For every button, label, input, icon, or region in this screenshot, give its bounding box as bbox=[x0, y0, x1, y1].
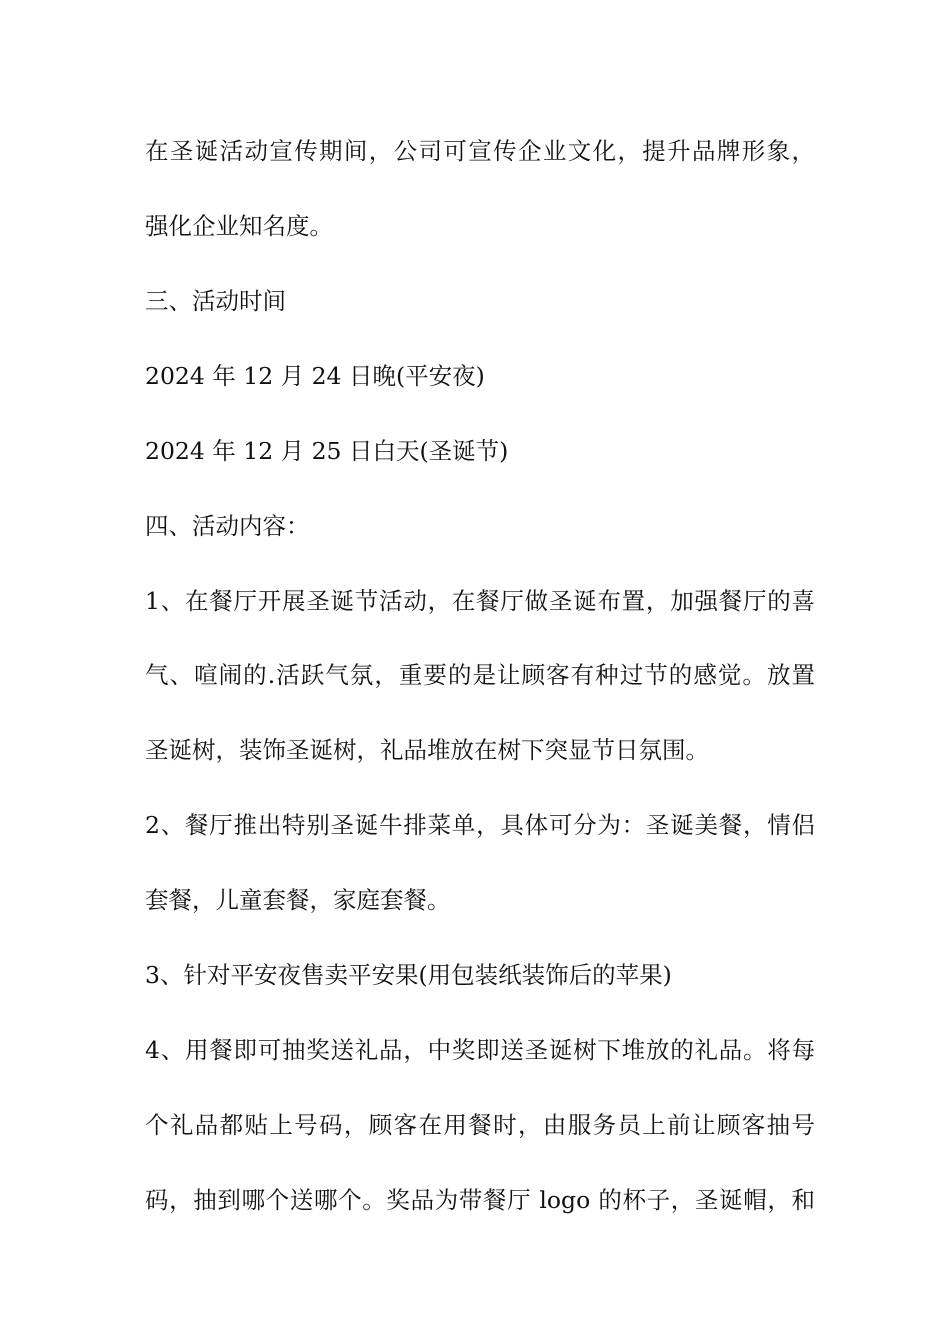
section-heading: 四、活动内容： bbox=[145, 512, 310, 540]
section-heading: 三、活动时间 bbox=[145, 287, 286, 315]
paragraph-line: 套餐，儿童套餐，家庭套餐。 bbox=[145, 886, 451, 914]
date-line: 2024 年 12 月 24 日晚(平安夜) bbox=[145, 362, 485, 390]
paragraph-line: 3、针对平安夜售卖平安果(用包装纸装饰后的苹果) bbox=[145, 961, 672, 989]
paragraph-line: 在圣诞活动宣传期间，公司可宣传企业文化，提升品牌形象， bbox=[145, 137, 815, 165]
paragraph-line: 2、餐厅推出特别圣诞牛排菜单，具体可分为：圣诞美餐，情侣 bbox=[145, 811, 815, 839]
paragraph-line: 个礼品都贴上号码，顾客在用餐时，由服务员上前让顾客抽号 bbox=[145, 1111, 815, 1139]
paragraph-line: 圣诞树，装饰圣诞树，礼品堆放在树下突显节日氛围。 bbox=[145, 736, 709, 764]
paragraph-line: 码，抽到哪个送哪个。奖品为带餐厅 logo 的杯子，圣诞帽，和 bbox=[145, 1186, 815, 1214]
paragraph-line: 强化企业知名度。 bbox=[145, 212, 333, 240]
paragraph-line: 4、用餐即可抽奖送礼品，中奖即送圣诞树下堆放的礼品。将每 bbox=[145, 1036, 815, 1064]
date-line: 2024 年 12 月 25 日白天(圣诞节) bbox=[145, 437, 509, 465]
paragraph-line: 1、在餐厅开展圣诞节活动，在餐厅做圣诞布置，加强餐厅的喜 bbox=[145, 587, 815, 615]
paragraph-line: 气、喧闹的.活跃气氛，重要的是让顾客有种过节的感觉。放置 bbox=[145, 661, 815, 689]
